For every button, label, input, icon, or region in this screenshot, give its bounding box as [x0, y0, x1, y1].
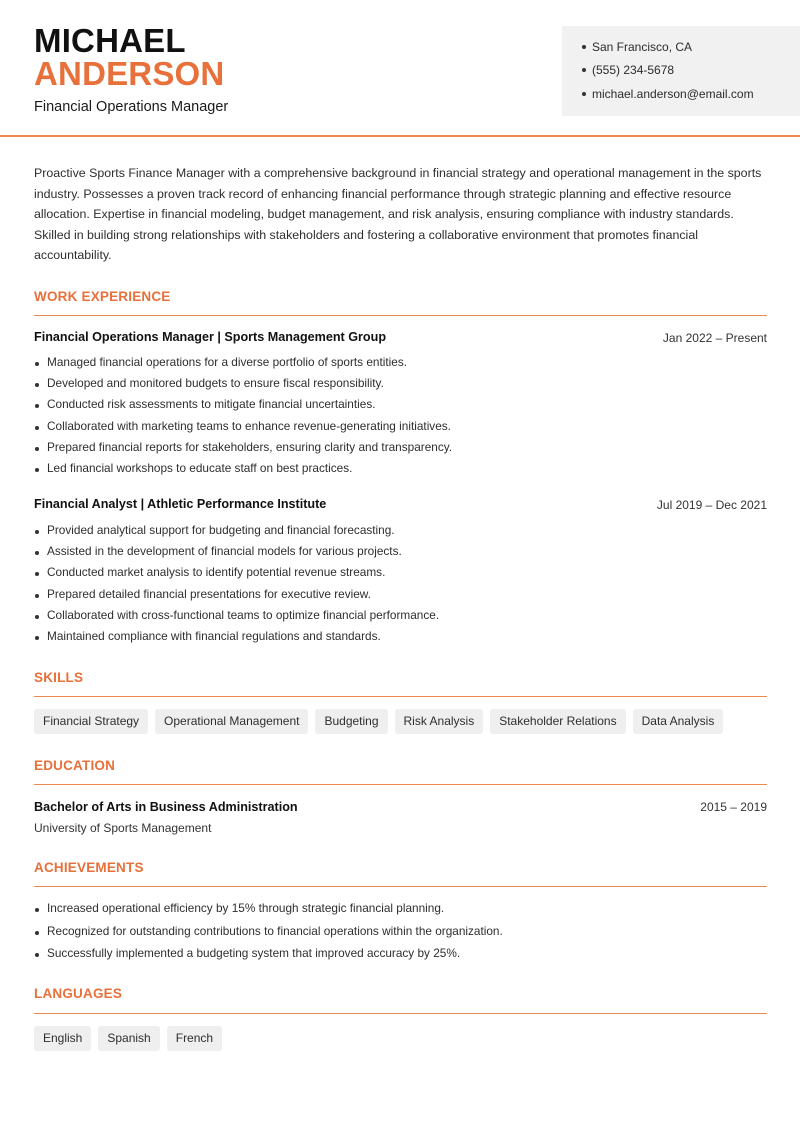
section-title-skills: SKILLS [34, 670, 84, 685]
list-item: Conducted risk assessments to mitigate financial uncertainties. [34, 397, 754, 418]
list-item: Managed financial operations for a diverse portfolio of sports entities. [34, 355, 754, 376]
list-item: Maintained compliance with financial regulations and standards. [34, 629, 754, 650]
contact-location [582, 40, 692, 54]
list-item: Led financial workshops to educate staff on best practices. [34, 461, 754, 482]
section-divider [34, 696, 767, 697]
list-item: Developed and monitored budgets to ensure fiscal responsibility. [34, 376, 754, 397]
section-divider [34, 784, 767, 785]
summary-paragraph: Proactive Sports Finance Manager with a comprehensive background in financial strategy and operational management in the sports industry. Possesses a proven track record of enhancing financial performance through strategic planning and effective resource allocation. Expertise in financial modeling, budget management, and risk analysis, ensuring compliance with industry standards. Skilled in building strong relationships with stakeholders and fostering a collaborative environment that promotes financial accountability. [34, 166, 762, 263]
phone-text: (555) 234-5678 [592, 63, 675, 77]
bullet-icon [582, 68, 586, 72]
list-item: Prepared detailed financial presentations for executive review. [34, 587, 754, 608]
contact-box [562, 26, 800, 116]
list-item: Provided analytical support for budgeting and financial forecasting. [34, 523, 754, 544]
section-divider [34, 315, 767, 316]
list-item: Collaborated with cross-functional teams to optimize financial performance. [34, 608, 754, 629]
resume-header [0, 0, 800, 137]
job-title-2: Financial Analyst | Athletic Performance Institute [34, 497, 327, 511]
education-dates: 2015 – 2019 [700, 800, 767, 814]
skill-tag: Stakeholder Relations [490, 709, 625, 734]
location-text: San Francisco, CA [592, 40, 693, 54]
list-item: Prepared financial reports for stakeholders, ensuring clarity and transparency. [34, 440, 754, 461]
job-title: Financial Operations Manager [34, 99, 229, 115]
list-item: Collaborated with marketing teams to enhance revenue-generating initiatives. [34, 419, 754, 440]
language-tag: Spanish [98, 1026, 159, 1051]
section-title-work-experience: WORK EXPERIENCE [34, 289, 171, 304]
list-item: Assisted in the development of financial models for various projects. [34, 544, 754, 565]
bullet-icon [582, 92, 586, 96]
list-item: Recognized for outstanding contributions to financial operations within the organization. [34, 924, 754, 947]
last-name: ANDERSON [34, 55, 225, 92]
list-item: Increased operational efficiency by 15% through strategic financial planning. [34, 901, 754, 924]
language-tag: English [34, 1026, 91, 1051]
achievements-list [34, 901, 754, 969]
list-item: Successfully implemented a budgeting system that improved accuracy by 25%. [34, 946, 754, 969]
section-divider [34, 886, 767, 887]
skill-tag: Data Analysis [633, 709, 724, 734]
job-dates-2: Jul 2019 – Dec 2021 [656, 498, 767, 512]
job-dates-1: Jan 2022 – Present [662, 331, 767, 345]
skills-tags [34, 709, 730, 734]
job-bullets-1 [34, 355, 754, 482]
degree-title: Bachelor of Arts in Business Administration [34, 800, 298, 814]
email-text: michael.anderson@email.com [592, 87, 754, 101]
language-tags [34, 1026, 229, 1051]
first-name: MICHAEL [34, 22, 186, 59]
school-name: University of Sports Management [34, 821, 212, 835]
skill-tag: Risk Analysis [395, 709, 484, 734]
skill-tag: Budgeting [315, 709, 387, 734]
language-tag: French [167, 1026, 222, 1051]
job-title-1: Financial Operations Manager | Sports Management Group [34, 330, 387, 344]
contact-email [582, 87, 754, 101]
section-title-education: EDUCATION [34, 758, 116, 773]
bullet-icon [582, 45, 586, 49]
contact-phone [582, 63, 674, 77]
section-title-languages: LANGUAGES [34, 986, 123, 1001]
section-divider [34, 1013, 767, 1014]
job-bullets-2 [34, 523, 754, 650]
skill-tag: Financial Strategy [34, 709, 148, 734]
skill-tag: Operational Management [155, 709, 308, 734]
section-title-achievements: ACHIEVEMENTS [34, 860, 144, 875]
list-item: Conducted market analysis to identify potential revenue streams. [34, 565, 754, 586]
